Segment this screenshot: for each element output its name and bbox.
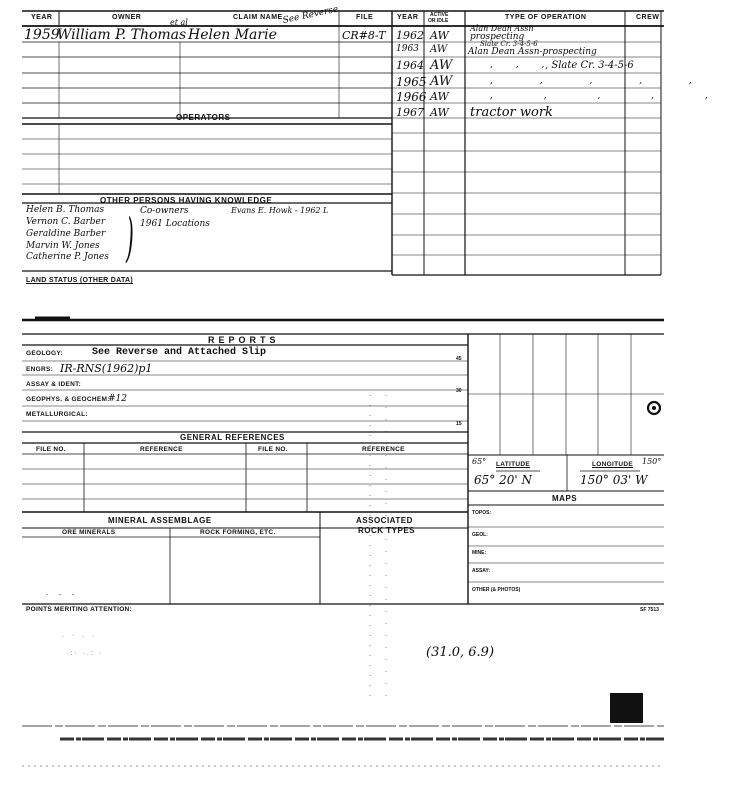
ditto-marks-1965: , , , , , <box>490 76 714 86</box>
associated-label: ASSOCIATED <box>356 516 413 525</box>
claim-name-entry: Helen Marie <box>188 27 277 43</box>
header-type-of-operation: TYPE OF OPERATION <box>505 14 587 21</box>
scan-noise-2: ·:· ·.: · <box>66 650 104 657</box>
longitude-value: 150° 03' W <box>580 473 648 487</box>
owner-entry-year: 1959 <box>24 27 60 43</box>
header-claim-name: CLAIM NAME <box>233 14 283 21</box>
land-status-label: LAND STATUS (OTHER DATA) <box>26 277 134 284</box>
knowledge-extra-person: Evans E. Howk - 1962 L <box>231 206 329 215</box>
grid-number-30: 30 <box>456 388 462 394</box>
header-year: YEAR <box>31 14 53 21</box>
maps-mine-label: MINE: <box>472 550 487 556</box>
general-refs-label: GENERAL REFERENCES <box>180 433 285 442</box>
knowledge-note-coowners: Co-owners <box>140 206 189 216</box>
assay-ident-label: ASSAY & IDENT: <box>26 381 82 388</box>
mineral-assemblage-label: MINERAL ASSEMBLAGE <box>108 516 212 525</box>
see-reverse-note: See Reverse <box>281 4 340 27</box>
owner-entry-etal: et al <box>170 18 188 27</box>
header-crew: CREW <box>636 14 660 21</box>
latitude-label: LATITUDE <box>496 461 531 468</box>
knowledge-name-3: Geraldine Barber <box>26 229 106 239</box>
ore-minerals-label: ORE MINERALS <box>62 529 116 536</box>
op-year-1962: 1962 <box>396 29 424 42</box>
op-year-1966: 1966 <box>396 90 427 104</box>
scan-noise-3: · - - <box>46 590 79 599</box>
op-status-1962: AW <box>430 29 449 42</box>
owner-entry-name: William P. Thomas <box>57 27 187 43</box>
maps-assay-label: ASSAY: <box>472 568 491 574</box>
grid-number-15: 15 <box>456 421 462 427</box>
geophys-value: #12 <box>108 394 127 404</box>
header-active: ACTIVE <box>430 12 449 18</box>
op-status-1966: AW <box>430 90 449 103</box>
general-refs-reference-1: REFERENCE <box>140 446 183 453</box>
latitude-prefix: 65° <box>472 457 487 466</box>
knowledge-label: OTHER PERSONS HAVING KNOWLEDGE <box>100 196 273 205</box>
longitude-label: LONGITUDE <box>592 461 633 468</box>
knowledge-note-locations: 1961 Locations <box>140 219 210 229</box>
longitude-prefix: 150° <box>642 457 662 466</box>
map-reference-note: (31.0, 6.9) <box>426 645 495 660</box>
rock-forming-label: ROCK FORMING, ETC. <box>200 529 276 536</box>
op-status-1967: AW <box>430 106 449 119</box>
header-or-idle: OR IDLE <box>428 18 449 24</box>
general-refs-file-no-1: FILE NO. <box>36 446 66 453</box>
rock-types-label: ROCK TYPES <box>358 526 416 535</box>
op-type-top-1962: Alan Dean Assn <box>470 24 534 33</box>
op-status-1963: AW <box>430 44 448 55</box>
engrs-label: ENGRS: <box>26 366 54 373</box>
op-type-1964: , Slate Cr. 3-4-5-6 <box>545 60 634 71</box>
engrs-value: IR-RNS(1962)p1 <box>60 362 153 375</box>
op-year-1963: 1963 <box>396 44 419 54</box>
knowledge-name-1: Helen B. Thomas <box>26 205 105 215</box>
reports-label: REPORTS <box>208 335 280 345</box>
op-type-1963: Alan Dean Assn-prospecting <box>468 47 597 57</box>
op-type-top-1963: Slate Cr. 3-4-5-6 <box>480 40 538 48</box>
op-type-1962: prospecting <box>470 32 525 42</box>
op-status-1964: AW <box>430 58 453 73</box>
geology-value: See Reverse and Attached Slip <box>92 347 267 358</box>
maps-label: MAPS <box>552 494 578 503</box>
knowledge-name-5: Catherine P. Jones <box>26 252 109 262</box>
grid-number-45: 45 <box>456 356 462 362</box>
metallurgical-label: METALLURGICAL: <box>26 411 88 418</box>
general-refs-file-no-2: FILE NO. <box>258 446 288 453</box>
geology-label: GEOLOGY: <box>26 350 63 357</box>
knowledge-name-4: Marvin W. Jones <box>26 241 100 251</box>
knowledge-name-2: Vernon C. Barber <box>26 217 106 227</box>
points-meriting-attention-label: POINTS MERITING ATTENTION: <box>26 606 133 613</box>
maps-geol-label: GEOL: <box>472 532 488 538</box>
knowledge-brace: ) <box>126 206 134 269</box>
op-year-1967: 1967 <box>396 106 424 119</box>
geophys-label: GEOPHYS. & GEOCHEM: <box>26 396 110 403</box>
maps-other-label: OTHER (& PHOTOS) <box>472 587 521 593</box>
operators-label: OPERATORS <box>176 113 231 122</box>
op-status-1965: AW <box>430 74 453 89</box>
form-number: SF 7513 <box>640 607 659 613</box>
op-year-1964: 1964 <box>396 59 424 72</box>
header-owner: OWNER <box>112 14 142 21</box>
general-refs-reference-2: REFERENCE <box>362 446 405 453</box>
op-type-1967: tractor work <box>470 105 553 120</box>
scan-noise-1: . · . . <box>62 632 97 639</box>
latitude-value: 65° 20' N <box>474 473 532 487</box>
file-number: CR#8-T <box>342 29 386 42</box>
header-year-2: YEAR <box>397 14 419 21</box>
op-year-1965: 1965 <box>396 75 427 89</box>
maps-topos-label: TOPOS: <box>472 510 492 516</box>
header-file: FILE <box>356 14 374 21</box>
ditto-marks-1966: , , , , , <box>490 91 732 101</box>
ditto-marks-1964: , , , <box>490 60 555 70</box>
